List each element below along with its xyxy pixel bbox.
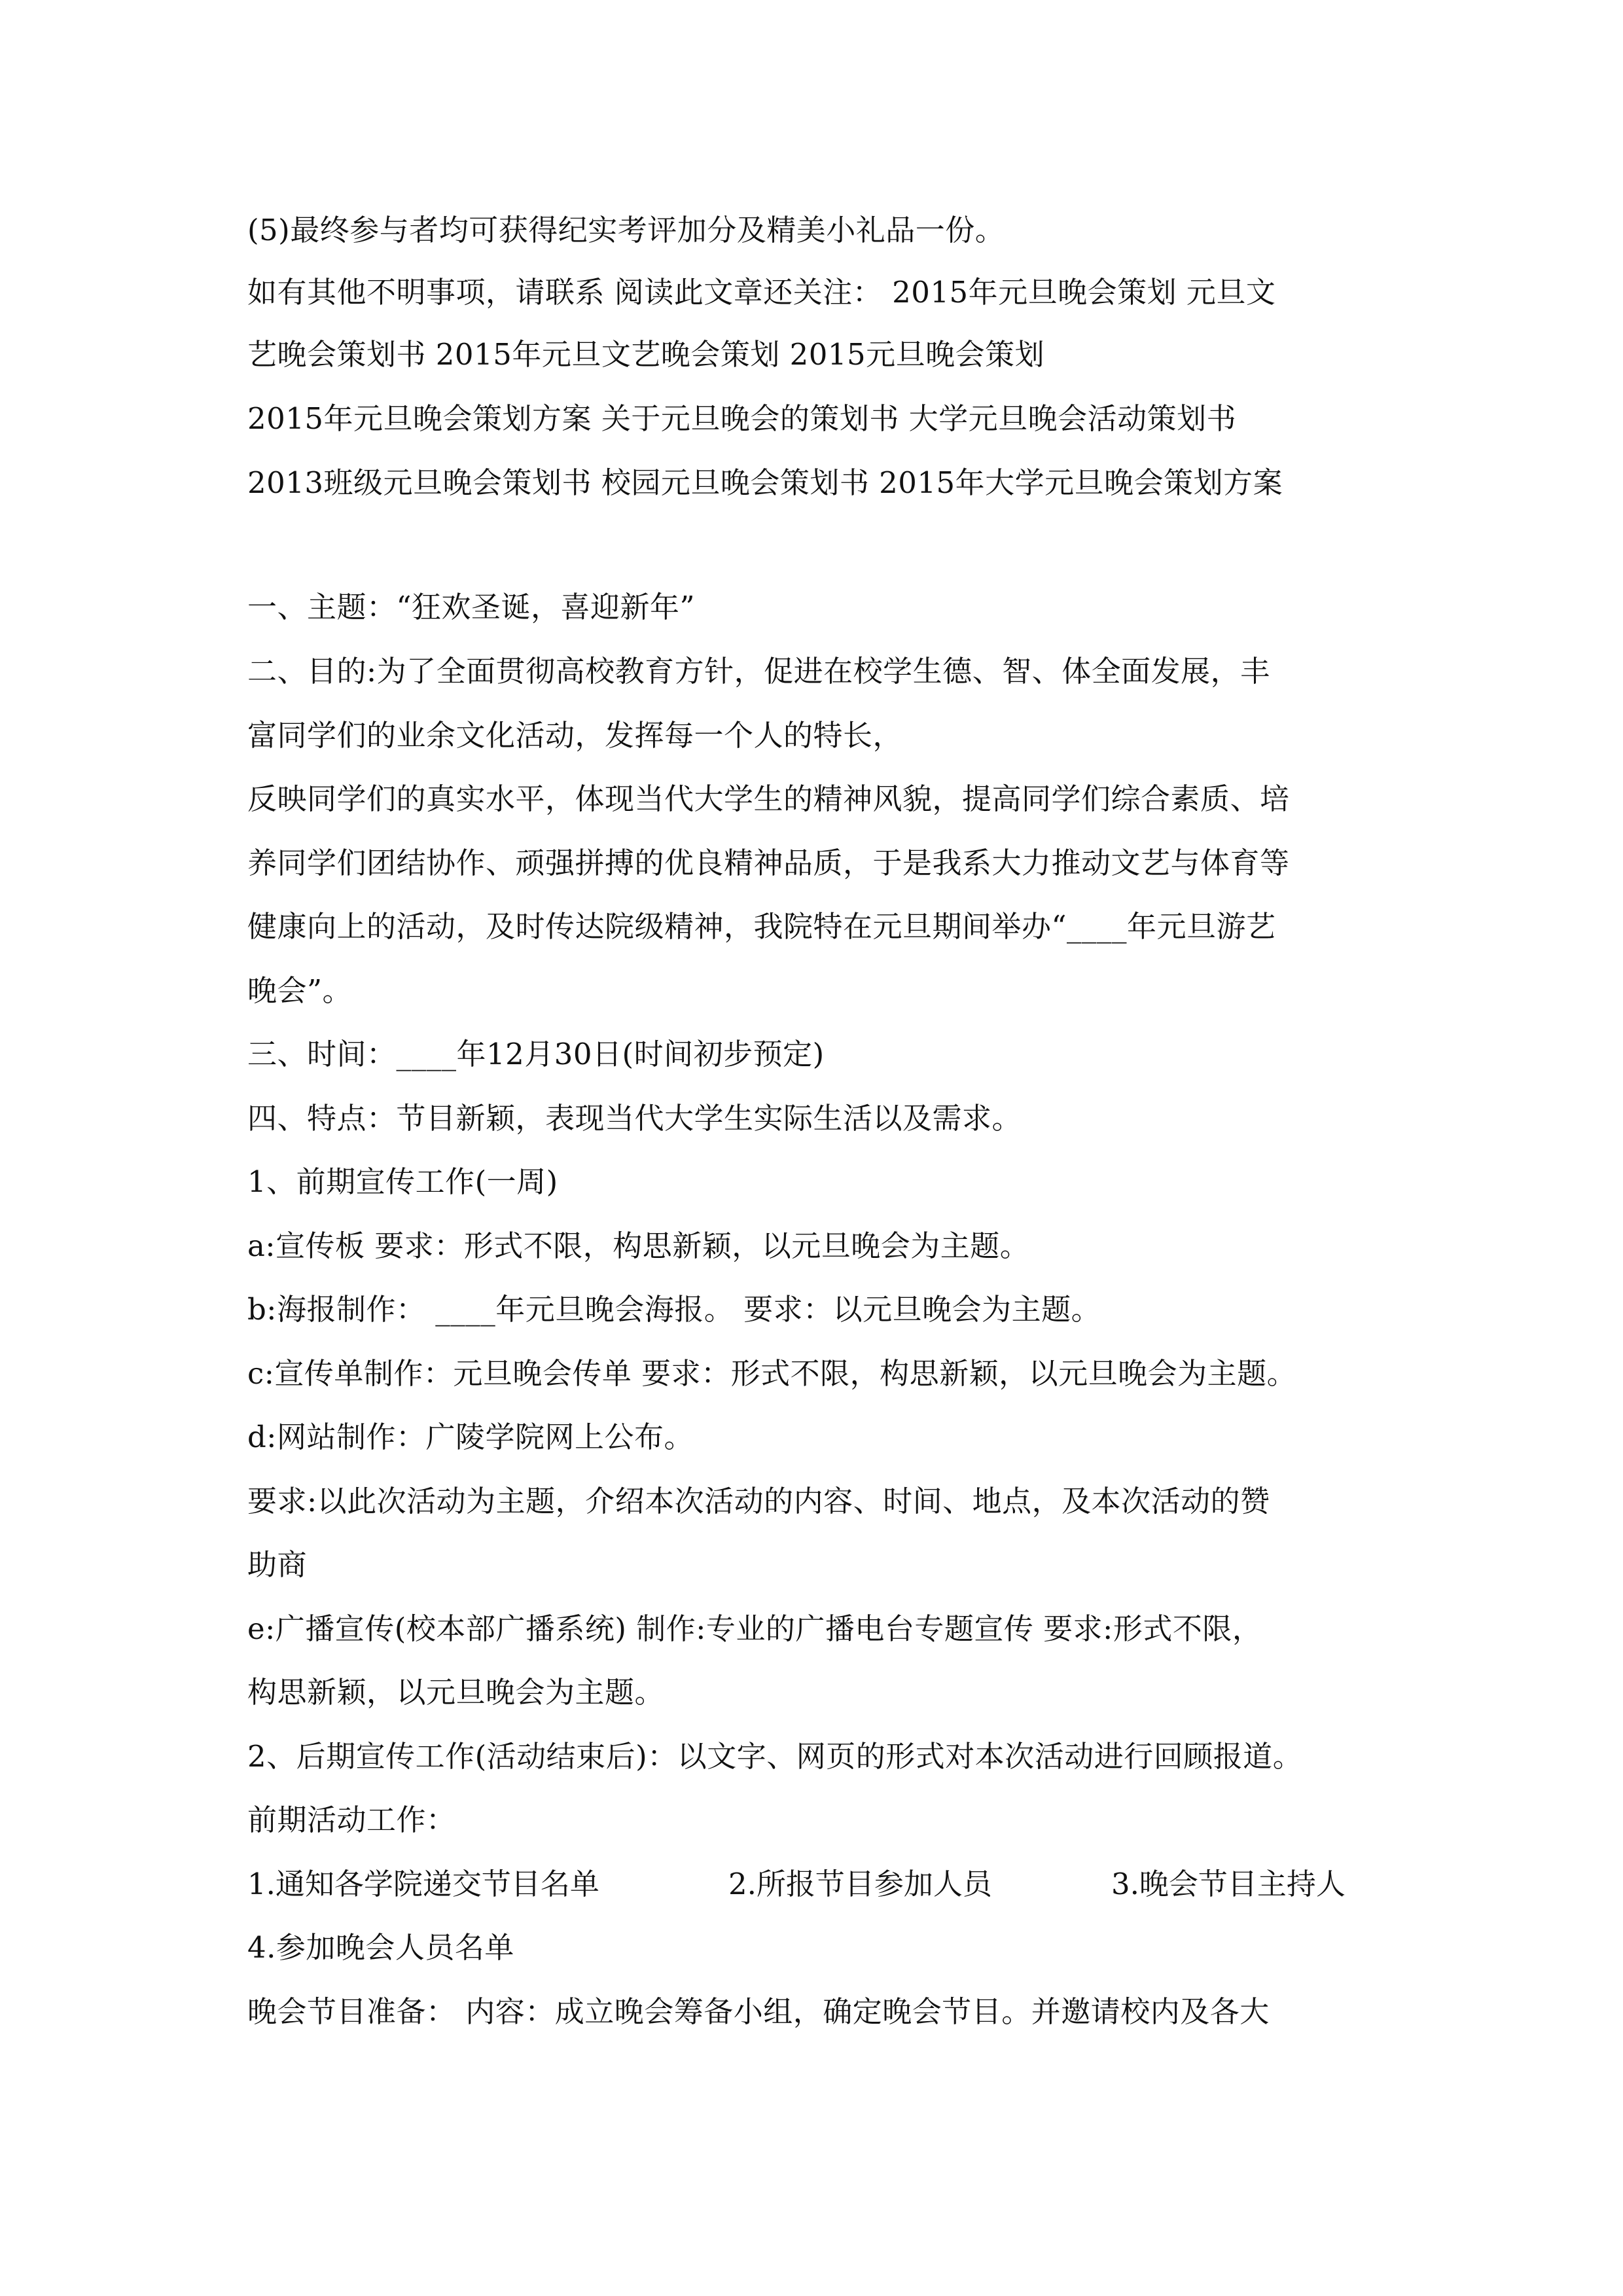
text-line: 1、前期宣传工作(一周) [247,1164,558,1199]
task-item: 2.所报节目参加人员 [728,1867,992,1901]
text-line: 反映同学们的真实水平，体现当代大学生的精神风貌，提高同学们综合素质、培 [247,781,1290,816]
text-line: 如有其他不明事项，请联系 阅读此文章还关注： 2015年元旦晚会策划 元旦文 [247,275,1276,310]
text-line: d:网站制作：广陵学院网上公布。 [247,1420,694,1454]
task-item: 3.晚会节目主持人 [1111,1867,1346,1901]
task-item: 1.通知各学院递交节目名单 [247,1867,599,1901]
text-line: 养同学们团结协作、顽强拼搏的优良精神品质，于是我系大力推动文艺与体育等 [247,846,1290,880]
text-line: a:宣传板 要求：形式不限，构思新颖，以元旦晚会为主题。 [247,1229,1030,1263]
section-heading: 一、主题：“狂欢圣诞，喜迎新年” [247,590,696,624]
text-line: 2013班级元旦晚会策划书 校园元旦晚会策划书 2015年大学元旦晚会策划方案 [247,465,1283,500]
text-line: 二、目的:为了全面贯彻高校教育方针，促进在校学生德、智、体全面发展，丰 [247,654,1270,689]
section-heading: 四、特点：节目新颖，表现当代大学生实际生活以及需求。 [247,1101,1022,1136]
text-line: 助商 [247,1547,308,1582]
text-line: 2015年元旦晚会策划方案 关于元旦晚会的策划书 大学元旦晚会活动策划书 [247,401,1237,436]
text-line: 4.参加晚会人员名单 [247,1930,514,1965]
text-line: e:广播宣传(校本部广播系统) 制作:专业的广播电台专题宣传 要求:形式不限， [247,1611,1262,1646]
text-line: 前期活动工作： [247,1803,456,1837]
text-line: 富同学们的业余文化活动，发挥每一个人的特长， [247,718,903,753]
text-line: 2、后期宣传工作(活动结束后)：以文字、网页的形式对本次活动进行回顾报道。 [247,1739,1303,1774]
text-line: 健康向上的活动，及时传达院级精神，我院特在元旦期间举办“____年元旦游艺 [247,909,1276,944]
text-line: b:海报制作： ____年元旦晚会海报。 要求：以元旦晚会为主题。 [247,1292,1101,1327]
text-line: 要求:以此次活动为主题，介绍本次活动的内容、时间、地点，及本次活动的赞 [247,1484,1270,1518]
text-line: 构思新颖，以元旦晚会为主题。 [247,1675,665,1710]
text-line: c:宣传单制作：元旦晚会传单 要求：形式不限，构思新颖，以元旦晚会为主题。 [247,1356,1297,1391]
text-line: 晚会”。 [247,973,353,1008]
section-heading: 三、时间：____年12月30日(时间初步预定) [247,1037,825,1071]
text-line: 艺晚会策划书 2015年元旦文艺晚会策划 2015元旦晚会策划 [247,337,1045,372]
text-line: 晚会节目准备： 内容：成立晚会筹备小组，确定晚会节目。并邀请校内及各大 [247,1994,1270,2029]
text-line: (5)最终参与者均可获得纪实考评加分及精美小礼品一份。 [247,213,1005,247]
